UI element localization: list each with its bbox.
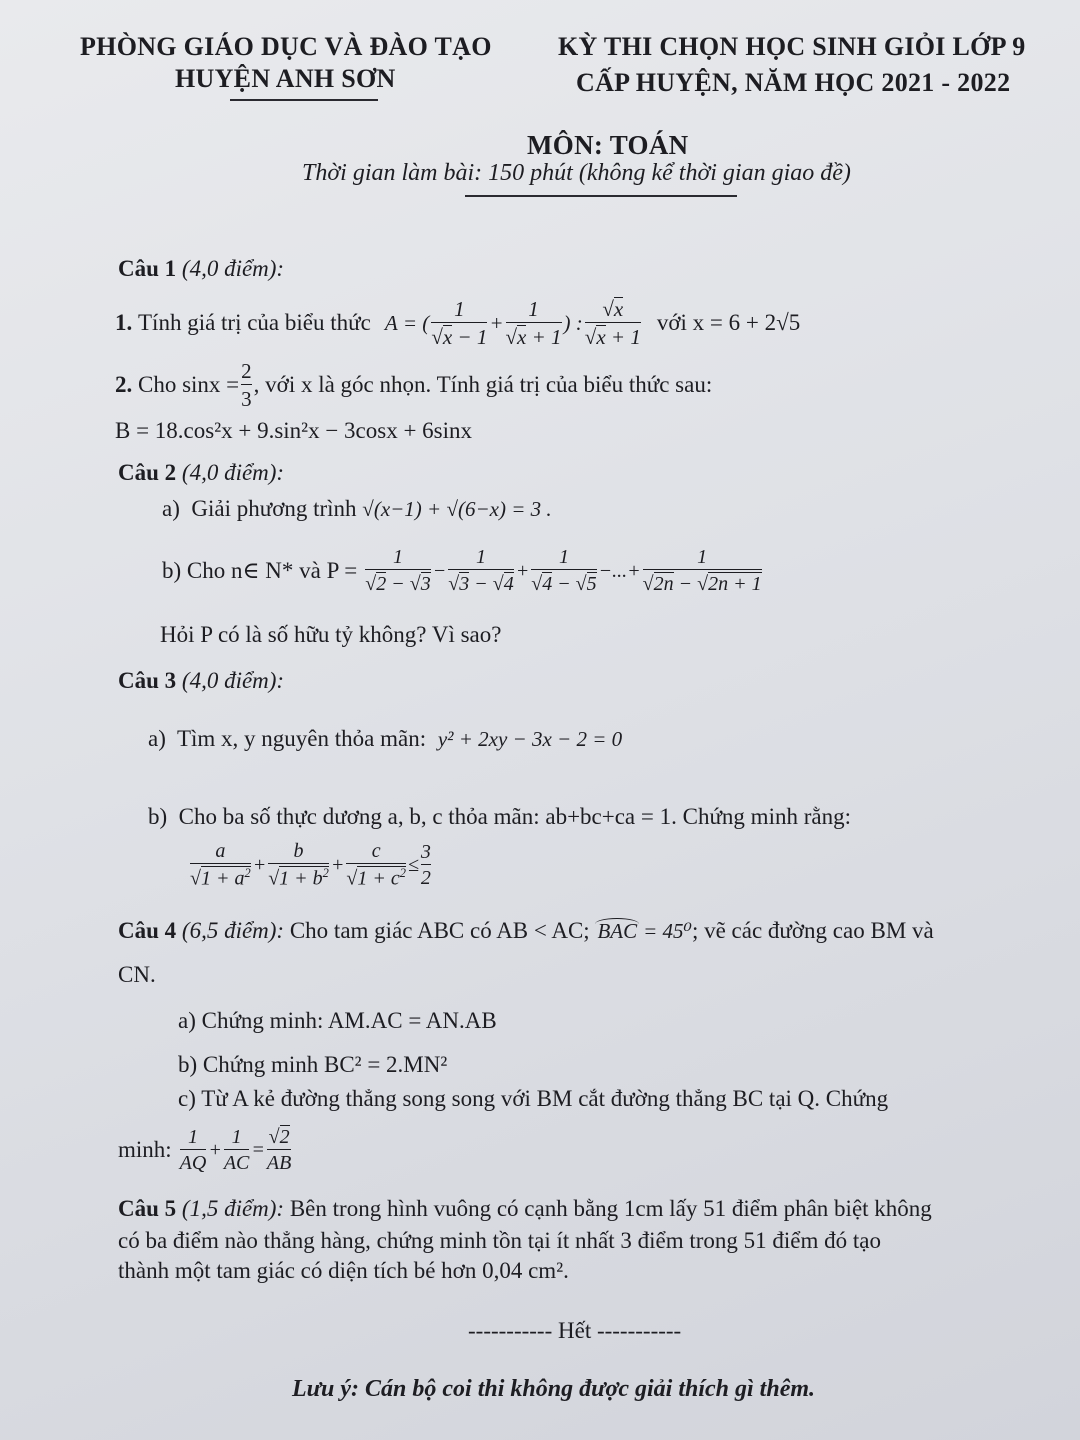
question-4c: c) Từ A kẻ đường thẳng song song với BM cắt đường thẳng BC tại Q. Chứng <box>178 1086 889 1111</box>
question-4-points: (6,5 điểm): <box>181 918 285 943</box>
question-5-points: (1,5 điểm): <box>181 1196 285 1221</box>
question-1-points: (4,0 điểm): <box>181 256 285 281</box>
q4c-label: minh: <box>118 1137 172 1162</box>
q2a-text: Giải phương trình <box>191 496 357 521</box>
q4-angle-value: = 45⁰ <box>643 918 692 943</box>
footer-note: Lưu ý: Cán bộ coi thi không được giải thích gì thêm. <box>292 1376 816 1402</box>
question-3-heading <box>118 668 284 694</box>
exam-duration: Thời gian làm bài: 150 phút (không kể thời gian giao đề) <box>302 160 851 186</box>
q4c-identity: $\frac{1}{AQ}$ + $\frac{1}{AC}$ = $\frac{√2}{AB}$ <box>179 1125 292 1174</box>
q2b-text: Cho n∈ N* và P = <box>186 558 358 583</box>
q4-angle-bac: BAC <box>597 919 638 943</box>
subject-title: MÔN: TOÁN <box>527 130 689 160</box>
question-1-heading <box>118 256 284 282</box>
question-2-title: Câu 2 <box>118 460 177 485</box>
q1-p1-label: 1. <box>115 310 133 335</box>
q2b-question: Hỏi P có là số hữu tỷ không? Vì sao? <box>160 622 502 647</box>
exam-title: KỲ THI CHỌN HỌC SINH GIỎI LỚP 9 <box>558 32 1026 61</box>
q3b-inequality: $\frac{a}{√1 + a^2}$ + $\frac{b}{√1 + b^2}$ + $\frac{c}{√1 + c^2}$ ≤ $\frac{3}{2}$ <box>190 839 431 890</box>
q1-p1-condition: với x = 6 + 2√5 <box>656 310 801 335</box>
q5-text-3: thành một tam giác có diện tích bé hơn 0,04 cm². <box>118 1258 569 1283</box>
q1-expression-B: B = 18.cos²x + 9.sin²x − 3cosx + 6sinx <box>115 418 473 443</box>
question-2-points: (4,0 điểm): <box>181 460 285 485</box>
q4-text-b: ; vẽ các đường cao BM và <box>691 918 934 943</box>
exam-level-year: CẤP HUYỆN, NĂM HỌC 2021 - 2022 <box>576 68 1011 97</box>
q3a-label: a) <box>148 726 166 751</box>
q2b-sum-P: $\frac{1}{√2 - √3}$ − $\frac{1}{√3 - √4}$ + $\frac{1}{√4 - √5}$ −...+ $\frac{1}{√2n - √2n + 1}$ <box>365 546 762 595</box>
q3b-text: Cho ba số thực dương a, b, c thỏa mãn: ab+bc+ca = 1. Chứng minh rằng: <box>178 804 851 829</box>
q5-text-1: Bên trong hình vuông có cạnh bằng 1cm lấy 51 điểm phân biệt không <box>289 1196 932 1221</box>
q2a-label: a) <box>162 496 180 521</box>
q4-text-c: CN. <box>118 962 156 987</box>
question-4-title: Câu 4 <box>118 918 177 943</box>
q1-p2-text-b: , với x là góc nhọn. Tính giá trị của biểu thức sau: <box>253 372 713 397</box>
duration-underline <box>465 195 737 197</box>
department-name: PHÒNG GIÁO DỤC VÀ ĐÀO TẠO <box>80 32 492 61</box>
question-1-part-2 <box>115 360 712 410</box>
question-3-points: (4,0 điểm): <box>181 668 285 693</box>
question-4-heading <box>118 918 934 944</box>
q3a-equation: y² + 2xy − 3x − 2 = 0 <box>437 727 623 751</box>
question-5-line-1 <box>118 1196 932 1222</box>
question-1-title: Câu 1 <box>118 256 177 281</box>
question-1-part-1 <box>115 298 800 348</box>
question-5-title: Câu 5 <box>118 1196 177 1221</box>
q1-p1-text: Tính giá trị của biểu thức <box>138 310 371 335</box>
q2b-label: b) <box>162 558 182 583</box>
question-2a <box>162 496 552 522</box>
q1-expression-A: A = ( $\frac{1}{√x - 1}$ + $\frac{1}{√x + 1}$ ) : $\frac{√x}{√x + 1}$ <box>384 297 641 349</box>
question-2b <box>162 543 764 599</box>
q1-p2-text-a: Cho sinx = <box>138 372 240 397</box>
end-marker: ----------- Hết ----------- <box>468 1318 682 1343</box>
q4-text-a: Cho tam giác ABC có AB < AC; <box>289 918 590 943</box>
district-name: HUYỆN ANH SƠN <box>175 64 396 93</box>
q1-sin-fraction: $\frac{2}{3}$ <box>241 359 252 411</box>
q3b-label: b) <box>148 804 168 829</box>
question-2-heading <box>118 460 284 486</box>
question-4b: b) Chứng minh BC² = 2.MN² <box>178 1052 448 1077</box>
q1-p2-label: 2. <box>115 372 133 397</box>
q5-text-2: có ba điểm nào thẳng hàng, chứng minh tồn tại ít nhất 3 điểm trong 51 điểm đó tạo <box>118 1228 882 1253</box>
question-3b <box>148 804 851 830</box>
question-3a <box>148 726 622 752</box>
question-4a: a) Chứng minh: AM.AC = AN.AB <box>178 1008 497 1033</box>
q3a-text: Tìm x, y nguyên thỏa mãn: <box>176 726 427 751</box>
question-3-title: Câu 3 <box>118 668 177 693</box>
district-underline <box>230 99 378 101</box>
question-4c-prove <box>118 1122 293 1178</box>
q2a-equation: √(x−1) + √(6−x) = 3 . <box>362 497 552 521</box>
